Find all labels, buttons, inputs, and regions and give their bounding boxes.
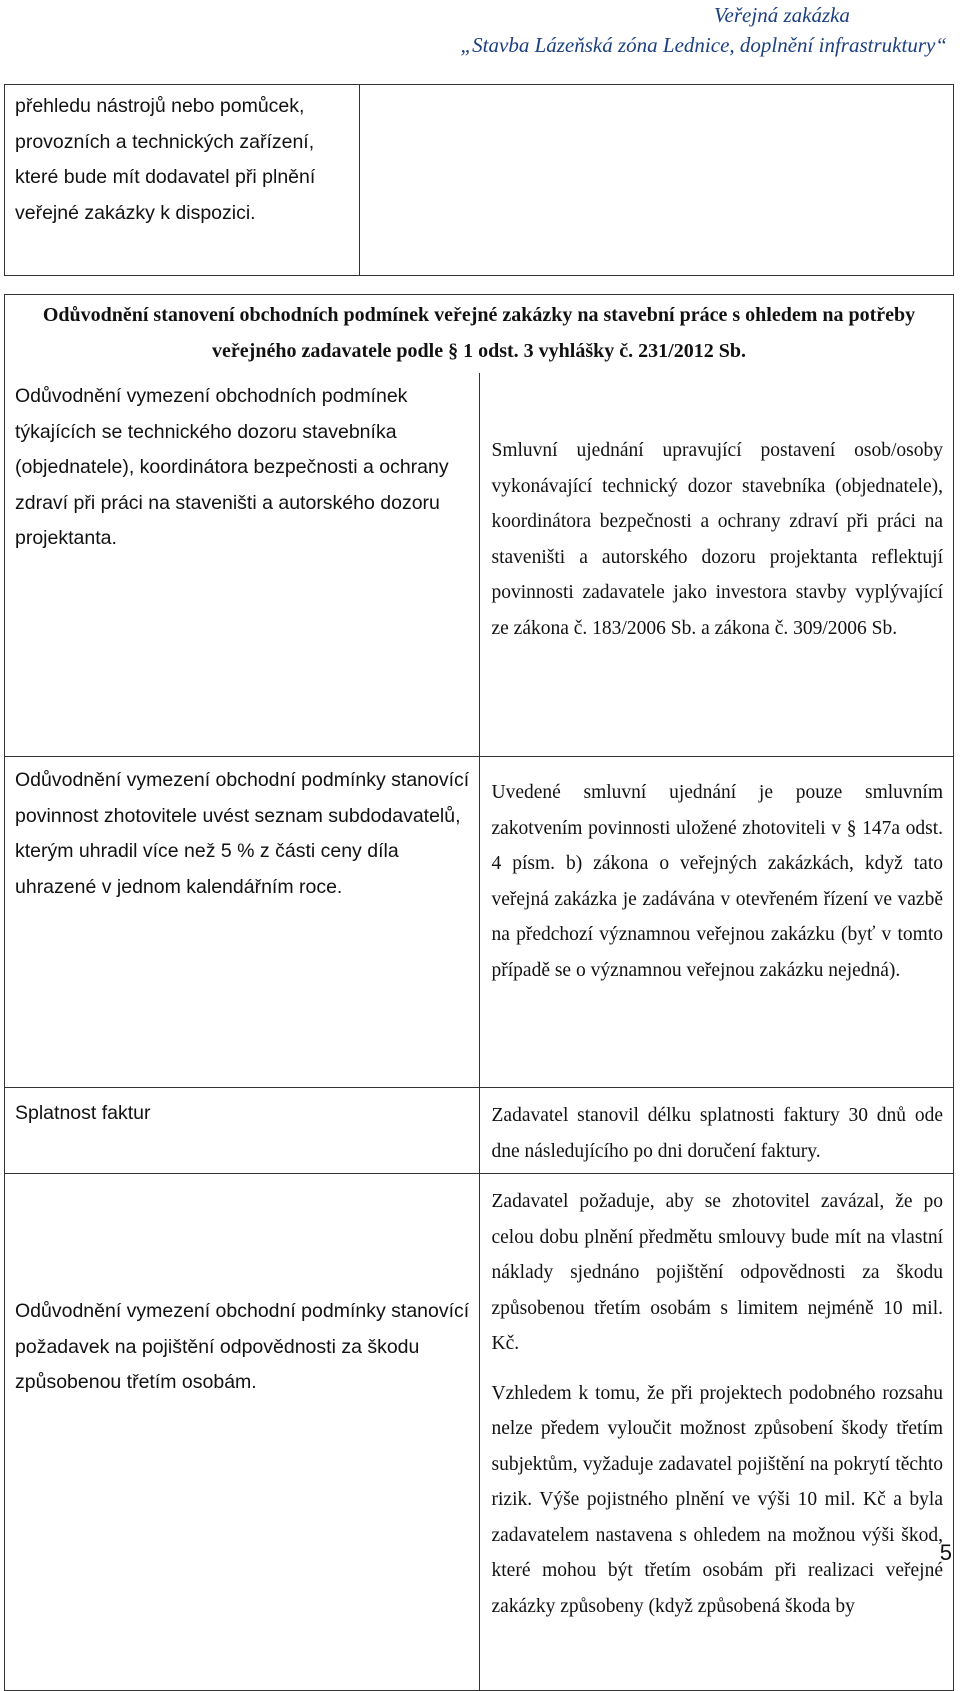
row-label: Odůvodnění vymezení obchodní podmínky stanovící požadavek na pojištění odpovědnosti za škodu způsobenou třetím osobám. xyxy=(5,1174,480,1691)
row-paragraph: Smluvní ujednání upravující postavení osob/osoby vykonávající technický dozor stavebníka (objednatele), koordinátora bezpečnosti a ochrany zdraví při práci na staveništi a autorského dozoru projektanta reflektují povinnosti zadavatele jako investora stavby vyplývající ze zákona č. 183/2006 Sb. a zákona č. 309/2006 Sb. xyxy=(491,440,943,639)
row-label: Splatnost faktur xyxy=(5,1088,480,1174)
row-paragraph: Vzhledem k tomu, že při projektech podobného rozsahu nelze předem vyloučit možnost způsobení škody třetím subjektům, vyžaduje zadavatel pojištění na pokrytí těchto rizik. Výše pojistného plnění ve výši 10 mil. Kč a byla zadavatelem nastavena s ohledem na možnou výši škod, které mohou být třetím osobám při realizaci veřejné zakázky způsobeny (když způsobená škoda by xyxy=(491,1382,943,1617)
conditions-table xyxy=(4,294,954,1691)
row-content xyxy=(479,373,954,757)
row-paragraph: Uvedené smluvní ujednání je pouze smluvním zakotvením povinnosti uložené zhotoviteli v § 147a odst. 4 písm. b) zákona o veřejných zakázkách, když tato veřejná zakázka je zadávána v otevřeném řízení ve vazbě na předchozí významnou veřejnou zakázku (byť v tomto případě se o významnou veřejnou zakázku nejedná). xyxy=(491,782,943,981)
conditions-heading: Odůvodnění stanovení obchodních podmínek veřejné zakázky na stavební práce s ohledem na potřeby veřejného zadavatele podle § 1 odst. 3 vyhlášky č. 231/2012 Sb. xyxy=(5,295,954,374)
top-table xyxy=(4,84,954,276)
row-content xyxy=(479,1174,954,1691)
row-paragraph: Zadavatel požaduje, aby se zhotovitel zavázal, že po celou dobu plnění předmětu smlouvy bude mít na vlastní náklady sjednáno pojištění odpovědnosti za škodu způsobenou třetím osobám s limitem nejméně 10 mil. Kč. xyxy=(491,1191,943,1354)
top-table-left-cell: přehledu nástrojů nebo pomůcek, provozních a technických zařízení, které bude mít dodavatel při plnění veřejné zakázky k dispozici. xyxy=(5,85,360,276)
row-label: Odůvodnění vymezení obchodní podmínky stanovící povinnost zhotovitele uvést seznam subdodavatelů, kterým uhradil více než 5 % z části ceny díla uhrazené v jednom kalendářním roce. xyxy=(5,757,480,1088)
row-label: Odůvodnění vymezení obchodních podmínek týkajících se technického dozoru stavebníka (objednatele), koordinátora bezpečnosti a ochrany zdraví při práci na staveništi a autorského dozoru projektanta. xyxy=(5,373,480,757)
page-number: 5 xyxy=(939,1540,952,1565)
table-row xyxy=(5,1174,954,1691)
table-row xyxy=(5,1088,954,1174)
table-row xyxy=(5,373,954,757)
header-subtitle: „Stavba Lázeňská zóna Lednice, doplnění infrastruktury“ xyxy=(460,33,947,57)
row-content xyxy=(479,1088,954,1174)
top-table-right-cell xyxy=(360,85,954,276)
page-header xyxy=(387,0,947,60)
header-title: Veřejná zakázka xyxy=(714,3,850,27)
row-content xyxy=(479,757,954,1088)
row-paragraph: Zadavatel stanovil délku splatnosti faktury 30 dnů ode dne následujícího po dni doručení faktury. xyxy=(491,1105,943,1162)
table-row xyxy=(5,757,954,1088)
